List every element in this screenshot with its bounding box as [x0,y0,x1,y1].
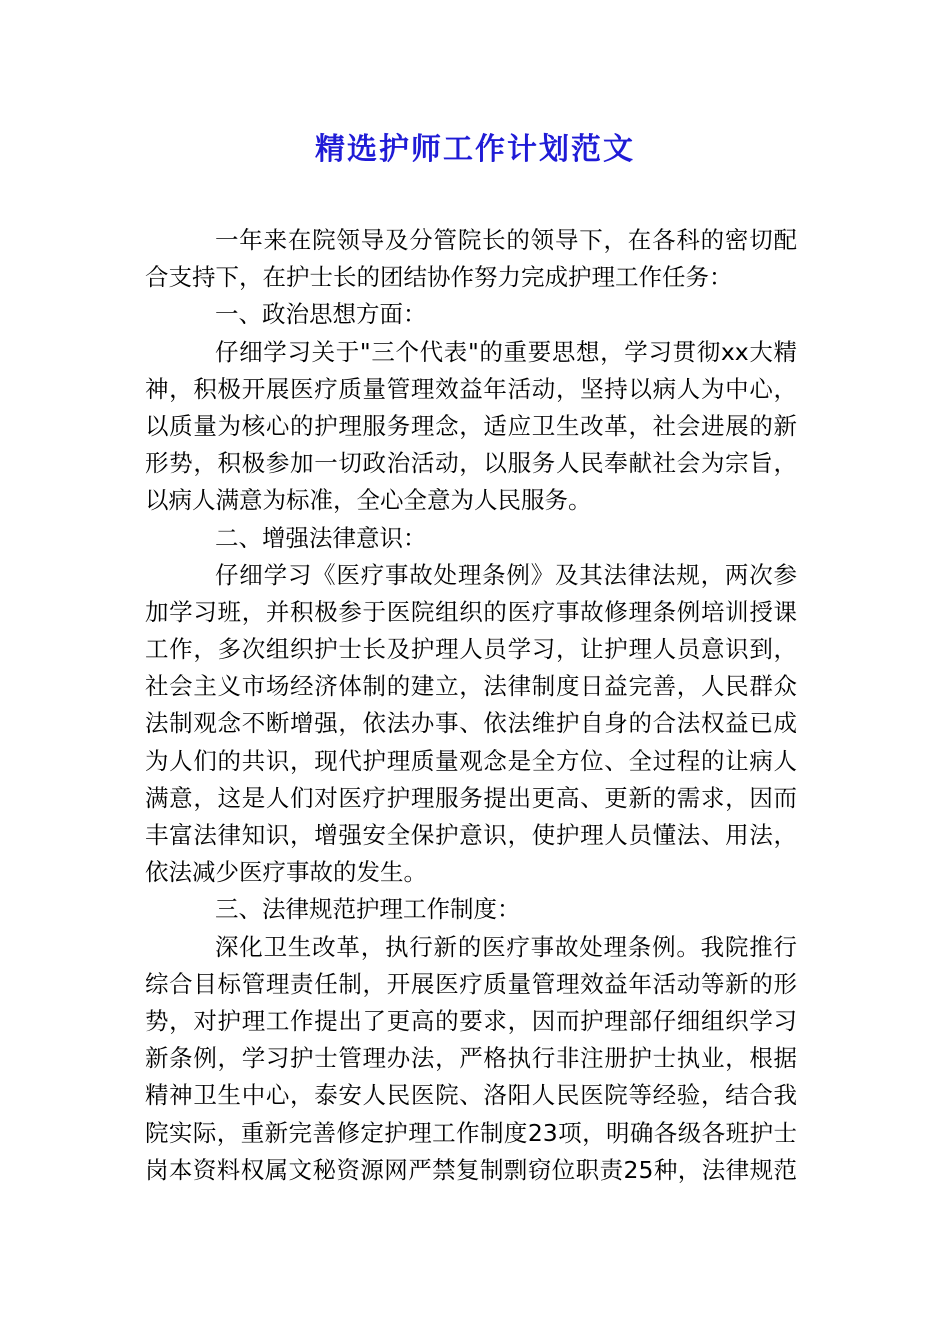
body-line: 满意，这是人们对医疗护理服务提出更高、更新的需求，因而 [145,783,797,812]
body-line: 为人们的共识，现代护理质量观念是全方位、全过程的让病人 [145,746,797,775]
body-line: 加学习班，并积极参于医院组织的医疗事故修理条例培训授课 [145,597,797,626]
body-line: 社会主义市场经济体制的建立，法律制度日益完善，人民群众 [145,672,797,701]
body-line: 岗本资料权属文秘资源网严禁复制剽窃位职责25种，法律规范 [145,1155,797,1184]
document-body [145,222,797,1189]
body-line: 依法减少医疗事故的发生。 [145,858,427,887]
body-line: 深化卫生改革，执行新的医疗事故处理条例。我院推行 [215,932,797,961]
body-line: 势，对护理工作提出了更高的要求，因而护理部仔细组织学习 [145,1006,797,1035]
body-line: 神，积极开展医疗质量管理效益年活动，坚持以病人为中心， [145,374,797,403]
document-title: 精选护师工作计划范文 [315,132,635,167]
body-line: 形势，积极参加一切政治活动，以服务人民奉献社会为宗旨， [145,449,797,478]
body-line: 以病人满意为标准，全心全意为人民服务。 [145,486,592,515]
body-line: 精神卫生中心，泰安人民医院、洛阳人民医院等经验，结合我 [145,1081,797,1110]
body-line: 工作，多次组织护士长及护理人员学习，让护理人员意识到， [145,635,797,664]
body-line: 二、增强法律意识： [215,523,427,552]
body-line: 院实际，重新完善修定护理工作制度23项，明确各级各班护士 [145,1118,797,1147]
body-line: 合支持下，在护士长的团结协作努力完成护理工作任务： [145,263,733,292]
body-line: 三、法律规范护理工作制度： [215,895,521,924]
body-line: 综合目标管理责任制，开展医疗质量管理效益年活动等新的形 [145,969,797,998]
body-line: 丰富法律知识，增强安全保护意识，使护理人员懂法、用法， [145,821,797,849]
body-line: 一年来在院领导及分管院长的领导下，在各科的密切配 [215,226,797,254]
body-line: 仔细学习关于"三个代表"的重要思想，学习贯彻xx大精 [215,337,797,366]
body-line: 新条例，学习护士管理办法，严格执行非注册护士执业，根据 [145,1044,797,1073]
body-line: 以质量为核心的护理服务理念，适应卫生改革，社会进展的新 [145,411,797,440]
body-line: 法制观念不断增强，依法办事、依法维护自身的合法权益已成 [145,709,797,738]
body-line: 仔细学习《医疗事故处理条例》及其法律法规，两次参 [215,560,797,589]
body-line: 一、政治思想方面： [215,300,427,329]
